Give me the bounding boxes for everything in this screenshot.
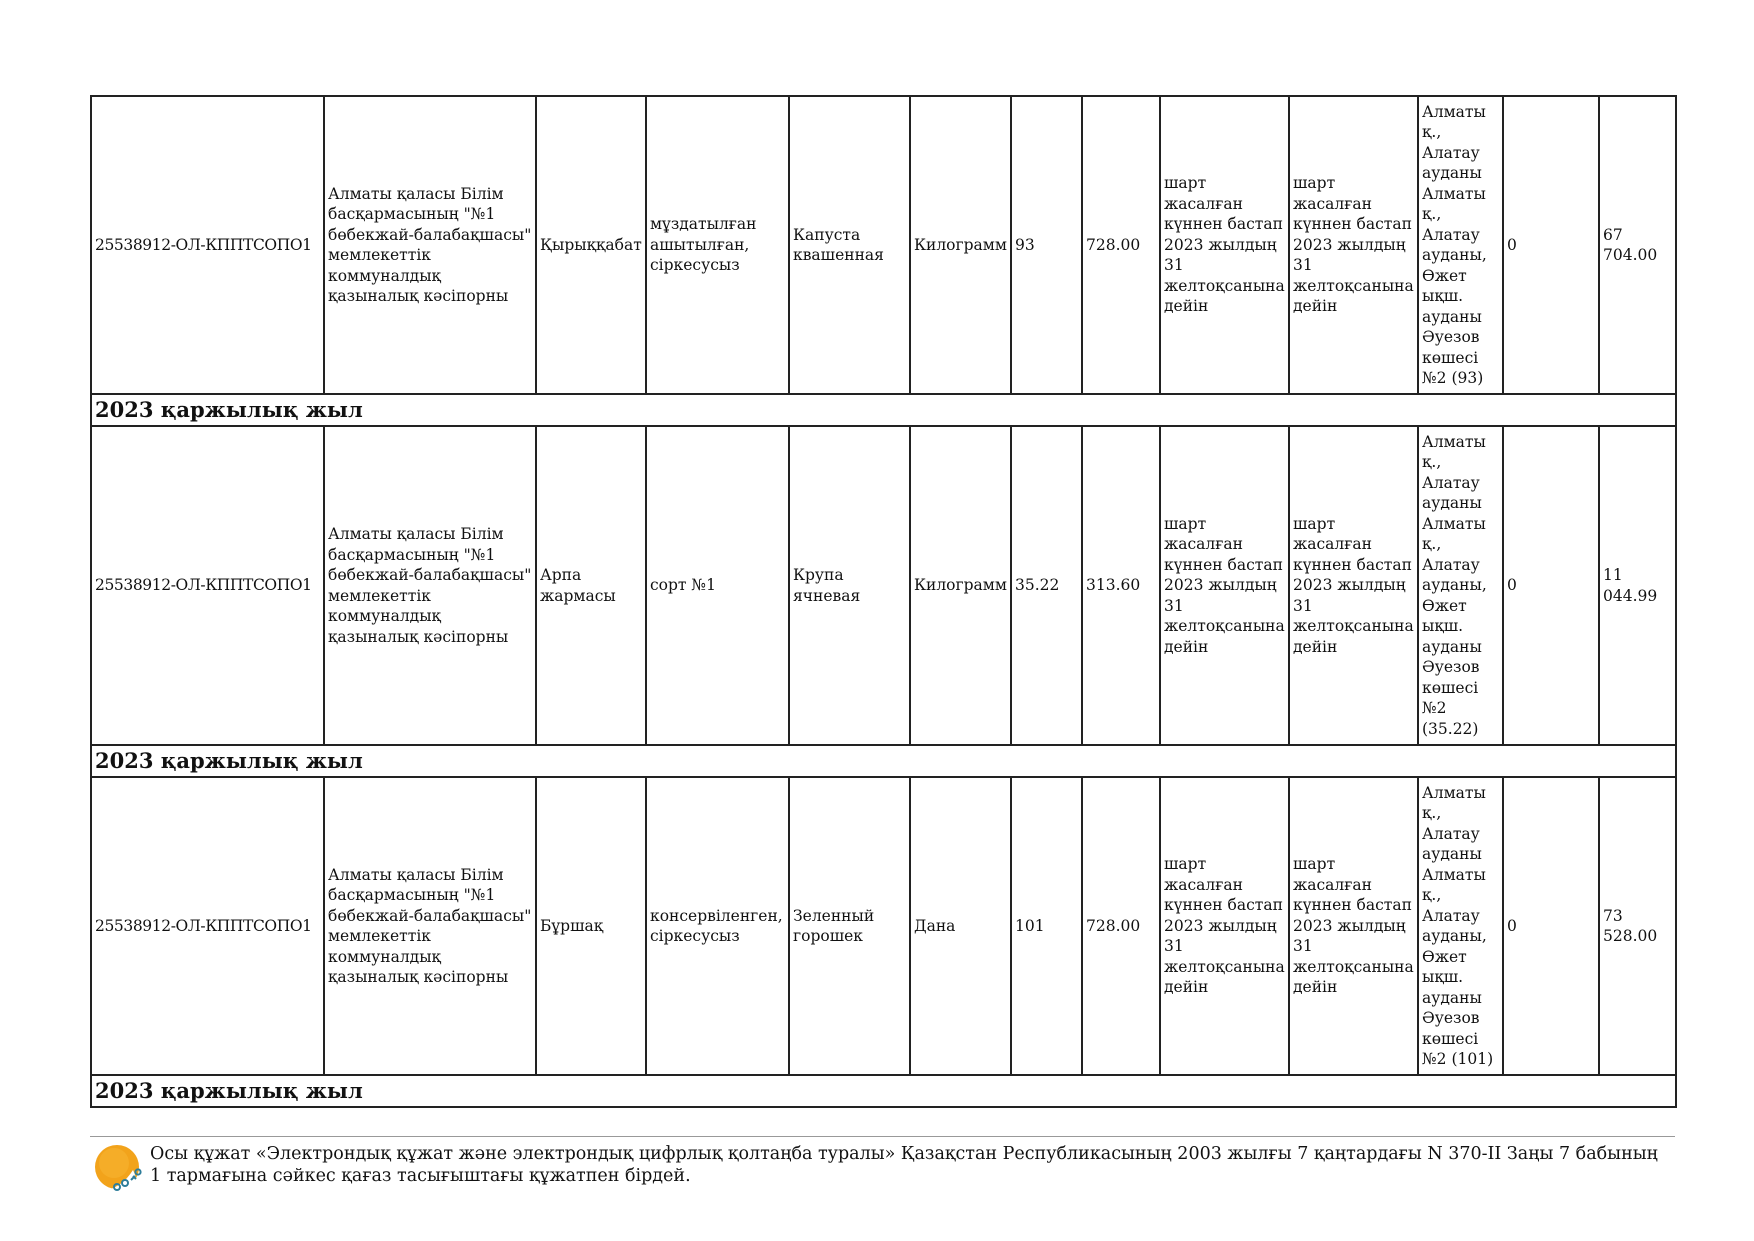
- fiscal-year-label: 2023 қаржылық жыл: [91, 1075, 1676, 1107]
- delivery-address: Алматы қ., Алатау ауданы Алматы қ., Алатау ауданы, Өжет ықш. ауданы Әуезов көшесі №2 (35.22): [1418, 426, 1503, 745]
- footer-legal-note: Осы құжат «Электрондық құжат және электрондық цифрлық қолтаңба туралы» Қазақстан Республикасының 2003 жылғы 7 қаңтардағы N 370-II Заңы 7 бабының 1 тармағына сәйкес қағаз тасығыштағы құжатпен бірдей.: [150, 1144, 1658, 1186]
- item-name-ru: Капуста квашенная: [789, 96, 910, 394]
- delivery-term-end: шарт жасалған күннен бастап 2023 жылдың 31 желтоқсанына дейін: [1289, 426, 1418, 745]
- quantity: 35.22: [1011, 426, 1082, 745]
- fiscal-year-row: [91, 745, 1676, 777]
- table-row: [91, 426, 1676, 745]
- customer-name: Алматы қаласы Білім басқармасының "№1 бөбекжай-балабақшасы" мемлекеттік коммуналдық қазыналық кәсіпорны: [324, 96, 536, 394]
- delivery-address: Алматы қ., Алатау ауданы Алматы қ., Алатау ауданы, Өжет ықш. ауданы Әуезов көшесі №2 (101): [1418, 777, 1503, 1075]
- advance-payment: 0: [1503, 426, 1599, 745]
- fiscal-year-row: [91, 394, 1676, 426]
- quantity: 101: [1011, 777, 1082, 1075]
- delivery-term-start: шарт жасалған күннен бастап 2023 жылдың 31 желтоқсанына дейін: [1160, 777, 1289, 1075]
- delivery-address: Алматы қ., Алатау ауданы Алматы қ., Алатау ауданы, Өжет ықш. ауданы Әуезов көшесі №2 (93): [1418, 96, 1503, 394]
- fiscal-year-label: 2023 қаржылық жыл: [91, 394, 1676, 426]
- item-spec-kz: мұздатылған ашытылған, сіркесусыз: [646, 96, 789, 394]
- item-spec-kz: консервіленген, сіркесусыз: [646, 777, 789, 1075]
- item-name-kz: Бұршақ: [536, 777, 646, 1075]
- item-name-ru: Крупа ячневая: [789, 426, 910, 745]
- lot-code: 25538912-ОЛ-КППТСОПО1: [91, 96, 324, 394]
- procurement-table: [90, 95, 1677, 1108]
- egov-sun-logo-icon: [93, 1142, 143, 1192]
- footer-divider: [90, 1136, 1675, 1137]
- item-name-ru: Зеленный горошек: [789, 777, 910, 1075]
- lot-code: 25538912-ОЛ-КППТСОПО1: [91, 426, 324, 745]
- delivery-term-start: шарт жасалған күннен бастап 2023 жылдың 31 желтоқсанына дейін: [1160, 426, 1289, 745]
- customer-name: Алматы қаласы Білім басқармасының "№1 бөбекжай-балабақшасы" мемлекеттік коммуналдық қазыналық кәсіпорны: [324, 426, 536, 745]
- customer-name: Алматы қаласы Білім басқармасының "№1 бөбекжай-балабақшасы" мемлекеттік коммуналдық қазыналық кәсіпорны: [324, 777, 536, 1075]
- total-amount: 73 528.00: [1599, 777, 1676, 1075]
- total-amount: 11 044.99: [1599, 426, 1676, 745]
- unit-price: 313.60: [1082, 426, 1160, 745]
- unit: Килограмм: [910, 426, 1011, 745]
- item-spec-kz: сорт №1: [646, 426, 789, 745]
- delivery-term-start: шарт жасалған күннен бастап 2023 жылдың 31 желтоқсанына дейін: [1160, 96, 1289, 394]
- fiscal-year-row: [91, 1075, 1676, 1107]
- advance-payment: 0: [1503, 777, 1599, 1075]
- unit: Килограмм: [910, 96, 1011, 394]
- fiscal-year-label: 2023 қаржылық жыл: [91, 745, 1676, 777]
- unit-price: 728.00: [1082, 777, 1160, 1075]
- table-row: [91, 777, 1676, 1075]
- item-name-kz: Арпа жармасы: [536, 426, 646, 745]
- lot-code: 25538912-ОЛ-КППТСОПО1: [91, 777, 324, 1075]
- total-amount: 67 704.00: [1599, 96, 1676, 394]
- unit-price: 728.00: [1082, 96, 1160, 394]
- quantity: 93: [1011, 96, 1082, 394]
- advance-payment: 0: [1503, 96, 1599, 394]
- item-name-kz: Қырыққабат: [536, 96, 646, 394]
- unit: Дана: [910, 777, 1011, 1075]
- table-row: [91, 96, 1676, 394]
- delivery-term-end: шарт жасалған күннен бастап 2023 жылдың 31 желтоқсанына дейін: [1289, 777, 1418, 1075]
- delivery-term-end: шарт жасалған күннен бастап 2023 жылдың 31 желтоқсанына дейін: [1289, 96, 1418, 394]
